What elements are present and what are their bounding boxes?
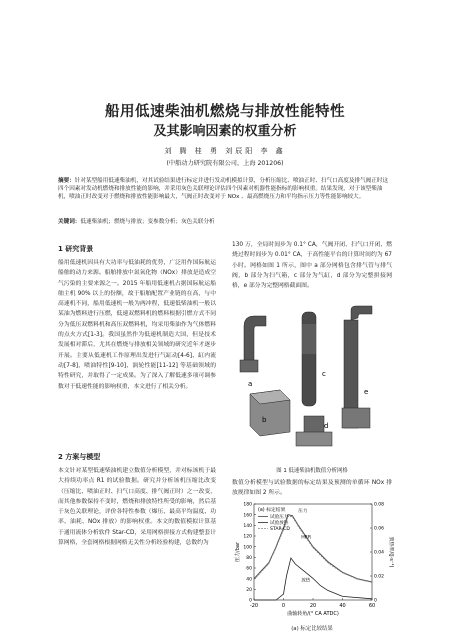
legend-entry: 试验压力 [270, 515, 289, 520]
paper-title-line2: 及其影响因素的权重分析 [153, 124, 297, 139]
y-right-tick-label: 0.06 [374, 526, 385, 532]
y-right-tick-label: 0.04 [374, 550, 385, 556]
mesh-part-e [342, 306, 372, 428]
affiliation: (中船动力研究院有限公司，上海 201206) [166, 160, 284, 167]
annotation-hrr: HRR [301, 535, 312, 541]
fig-label-b: b [262, 416, 267, 424]
x-tick-label: 60 [368, 603, 376, 609]
fig-label-d: d [324, 422, 329, 430]
y-left-tick-label: 20 [246, 588, 252, 594]
y-left-tick-label: 80 [246, 556, 252, 562]
keywords-text: 低速柴油机；燃烧与排放；变参数分析；灰色关联分析 [80, 219, 215, 225]
x-tick-label: -20 [249, 603, 259, 609]
section-2-text: 本文针对某型低速柴油机建立数值分析模型，并对标该机于最大持续功率点 R1 的试验数据。研究并分析该机压缩比改变（压缩比、喷油正时、扫气口高度、排气阀正时）之一改变，而其他参数保持不变时，燃烧和排放特性所受的影响，然后基于灰色关联理论，评价各特性参数（爆压、最高平均温度、功率、油耗、NOx 排放）的影响权重。本文的数值模拟计算基于通用流体分析软件 Star-CD，采用网格拼接方式构建整套计算网格，全套网格根据网格无关性分析经验构建，总数约为 [58, 468, 216, 547]
annotation-pressure: 压力 [298, 509, 308, 514]
x-tick-label: 20 [309, 603, 317, 609]
section-1-text: 船用低速机因具有大功率与低油耗的优势，广泛用作国际航运船舶的动力来源。船舶排放中氮氧化物（NOx）排放是造成空气污染的主要来源之一。2015 年船用低速机占据国际航运船舶主机 90% 以上的份额，故于船舶配置产业链的在高，与中高速机不同，船用低速机一般为两冲程，低速低柴油机一般以某油为燃料进行压燃，低速双燃料机的燃料根据引燃方式不同分为低压双燃料机和高压双燃料机，均采用柴油作为气体燃料的点火方式[1-3]。我国虽然作为低速机制造大国，但是技术发展相对滞后，尤其在燃烧与排放相关领域的研究近年才逐步开展。主要从低速机工作原理出发进行气缸动[4-6]、缸内流动[7-8]，喷油特性[9-10]、涡轮性能[11-12] 等基础领域的特性研究，并取得了一定成果。为了深入了解低速多项可调参数对于低速性能的影响权重，本文进行了相关分析。 [58, 260, 216, 390]
keywords-label: 关键词： [58, 219, 81, 225]
y-left-tick-label: 0 [249, 598, 252, 604]
y-left-tick-label: 40 [246, 577, 252, 583]
y-left-axis-label: 压力/bar [235, 542, 241, 562]
figure-2-caption: (a) 标定比较结果 [291, 626, 333, 632]
legend-entry: STAR-CD [270, 527, 290, 532]
fig-label-e: e [364, 388, 369, 396]
annotation-heat-release: 放热 [301, 578, 311, 584]
y-left-tick-label: 140 [243, 524, 252, 530]
x-tick-label: 40 [339, 603, 346, 609]
y-left-tick-label: 120 [243, 534, 252, 540]
keywords [58, 218, 392, 226]
mesh-part-c [302, 312, 316, 406]
legend-title: (a) 标定结果 [258, 508, 286, 513]
mesh-part-a [240, 316, 266, 372]
x-axis-label: 曲轴转角/(° CA ATDC) [287, 611, 339, 617]
mesh-part-b [250, 390, 290, 436]
section-1-heading: 1 研究背景 [58, 245, 94, 253]
x-tick-label: 0 [281, 603, 286, 609]
figure-2-intro-text: 数值分析模型与试验数据的标定结果及预测的单循环 NOx 排放规律如图 2 所示。 [232, 480, 392, 497]
y-right-tick-label: 0.08 [374, 502, 385, 508]
authors: 刘 腾 桂 勇 刘辰阳 李 鑫 [164, 147, 286, 155]
y-right-tick-label: 0 [374, 598, 377, 604]
series-line [254, 558, 372, 600]
right-column [232, 240, 392, 302]
y-left-tick-label: 100 [243, 545, 252, 551]
y-left-tick-label: 160 [243, 513, 252, 519]
y-left-tick-label: 60 [246, 566, 252, 572]
figure-1-caption: 图 1 低速柴油机数值分析网格 [276, 468, 348, 474]
abstract-label: 摘要： [58, 178, 75, 184]
figure-2-chart [234, 500, 394, 624]
paper-title-line1: 船用低速柴油机燃烧与排放性能特性 [105, 104, 345, 120]
continued-text: 130 万，全局时间步为 0.1° CA，气阀开闭、扫气口开闭、燃烧过程时间步为 0.01° CA，于高性能平台的计算时间约为 67 小时。网格如图 1 所示，图中 a 部分网格包含排气管与排气阀，b 部分为扫气箱，c 部分为气缸，d 部分为完整拼接网格，e 部分为完整网格截面图。 [232, 242, 392, 290]
abstract [58, 177, 392, 202]
abstract-text: 针对某型船用低速柴油机，对其试验结果进行标定并进行发动机模拟计算，分析压缩比、喷油正时、扫气口高度及排气阀正时这四个因素对发动机燃烧和排放性能的影响，并采用灰色关联理论评估四个因素对机器性能指标的影响权重。结果发现，对于该型柴油机，喷油正时改变对于燃烧和排放性能影响最大，气阀正时改变对于 NOx 、最高燃烧压力和平均指示压力等性能影响较大。 [58, 178, 389, 201]
y-right-axis-label: 放热率/(J·s⁻¹) [388, 536, 394, 568]
section-2-heading: 2 方案与模型 [58, 453, 101, 461]
fig-label-a: a [248, 380, 253, 388]
figure-1-mesh [232, 304, 392, 464]
y-right-tick-label: 0.02 [374, 574, 385, 580]
left-column [58, 244, 216, 606]
mesh-part-d [296, 416, 332, 446]
fig-label-c: c [322, 370, 326, 378]
legend-entry: 试验放热 [270, 521, 289, 526]
y-left-tick-label: 180 [243, 502, 252, 508]
